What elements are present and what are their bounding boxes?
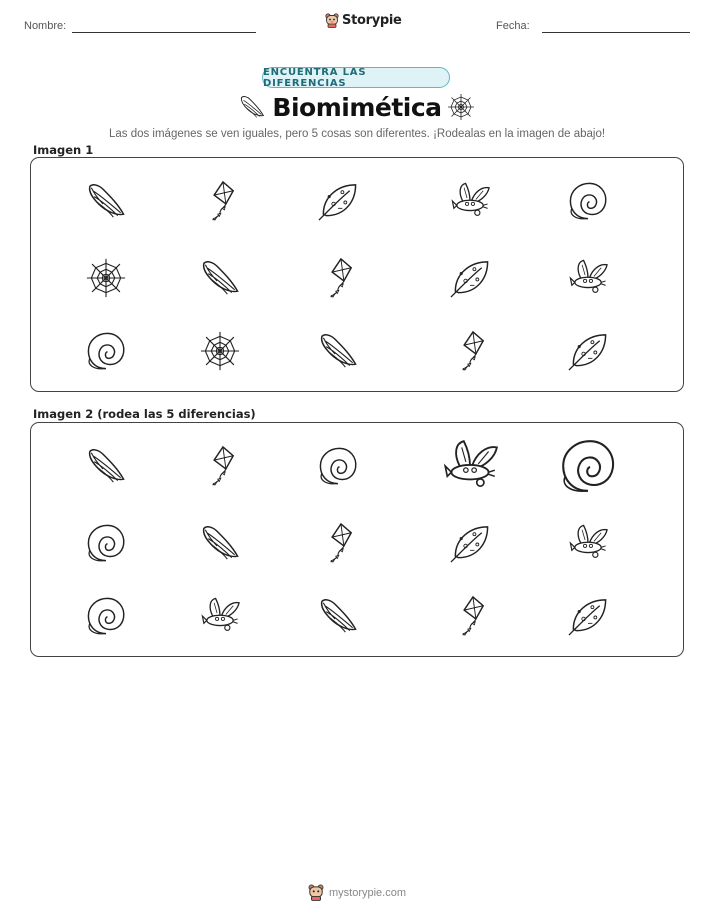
image1-cell	[84, 256, 128, 300]
image1-cell	[84, 179, 128, 223]
image2-cell[interactable]	[439, 435, 501, 497]
kite-icon	[316, 521, 360, 565]
wing-icon	[84, 179, 128, 223]
mascot-icon	[325, 13, 339, 28]
image2-panel[interactable]	[30, 422, 684, 657]
image1-cell	[566, 179, 610, 223]
image2-cell[interactable]	[316, 444, 360, 488]
winged-airplane-icon	[566, 256, 610, 300]
image2-cell[interactable]	[557, 435, 619, 497]
image1-cell	[448, 329, 492, 373]
wing-icon	[316, 329, 360, 373]
activity-badge: ENCUENTRA LAS DIFERENCIAS	[262, 67, 450, 88]
image1-cell	[316, 329, 360, 373]
footer-url[interactable]: mystorypie.com	[328, 886, 407, 899]
date-field[interactable]	[542, 32, 690, 33]
image2-cell[interactable]	[84, 594, 128, 638]
image2-cell[interactable]	[566, 521, 610, 565]
kite-icon	[448, 594, 492, 638]
leaf-icon	[448, 256, 492, 300]
leaf-icon	[316, 179, 360, 223]
image1-cell	[448, 256, 492, 300]
wing-icon	[316, 594, 360, 638]
image2-cell[interactable]	[198, 521, 242, 565]
image1-cell	[448, 179, 492, 223]
image1-cell	[316, 256, 360, 300]
wing-icon	[84, 444, 128, 488]
image2-cell[interactable]	[316, 594, 360, 638]
leaf-icon	[448, 521, 492, 565]
mascot-icon	[308, 884, 324, 901]
image2-cell[interactable]	[566, 594, 610, 638]
leaf-icon	[566, 329, 610, 373]
spider-web-icon	[198, 329, 242, 373]
kite-icon	[316, 256, 360, 300]
image2-cell[interactable]	[84, 521, 128, 565]
snail-shell-icon	[316, 444, 360, 488]
brand-name: Storypie	[342, 13, 402, 28]
name-field[interactable]	[72, 32, 256, 33]
image2-cell[interactable]	[198, 444, 242, 488]
image2-cell[interactable]	[448, 594, 492, 638]
image1-cell	[198, 179, 242, 223]
snail-shell-icon	[84, 329, 128, 373]
image2-cell[interactable]	[198, 594, 242, 638]
image1-cell	[316, 179, 360, 223]
image1-cell	[198, 256, 242, 300]
image1-label: Imagen 1	[33, 143, 94, 157]
image2-cell[interactable]	[84, 444, 128, 488]
image1-cell	[566, 256, 610, 300]
winged-airplane-icon	[439, 435, 501, 497]
image1-panel	[30, 157, 684, 392]
leaf-icon	[566, 594, 610, 638]
kite-icon	[198, 444, 242, 488]
spider-web-icon	[446, 92, 476, 122]
winged-airplane-icon	[566, 521, 610, 565]
brand-logo	[325, 13, 402, 28]
name-label: Nombre:	[24, 20, 67, 32]
winged-airplane-icon	[198, 594, 242, 638]
kite-icon	[198, 179, 242, 223]
page-title: Biomimética	[272, 93, 442, 122]
snail-shell-icon	[84, 521, 128, 565]
wing-icon	[198, 256, 242, 300]
image1-cell	[566, 329, 610, 373]
image2-label: Imagen 2 (rodea las 5 diferencias)	[33, 407, 256, 421]
kite-icon	[448, 329, 492, 373]
wing-icon	[198, 521, 242, 565]
winged-airplane-icon	[448, 179, 492, 223]
image2-cell[interactable]	[448, 521, 492, 565]
image2-cell[interactable]	[316, 521, 360, 565]
snail-shell-icon	[557, 435, 619, 497]
spider-web-icon	[84, 256, 128, 300]
date-label: Fecha:	[496, 20, 530, 32]
instructions: Las dos imágenes se ven iguales, pero 5 cosas son diferentes. ¡Rodealas en la imagen de abajo!	[108, 128, 606, 140]
snail-shell-icon	[566, 179, 610, 223]
snail-shell-icon	[84, 594, 128, 638]
image1-cell	[198, 329, 242, 373]
footer	[0, 884, 714, 901]
image1-cell	[84, 329, 128, 373]
